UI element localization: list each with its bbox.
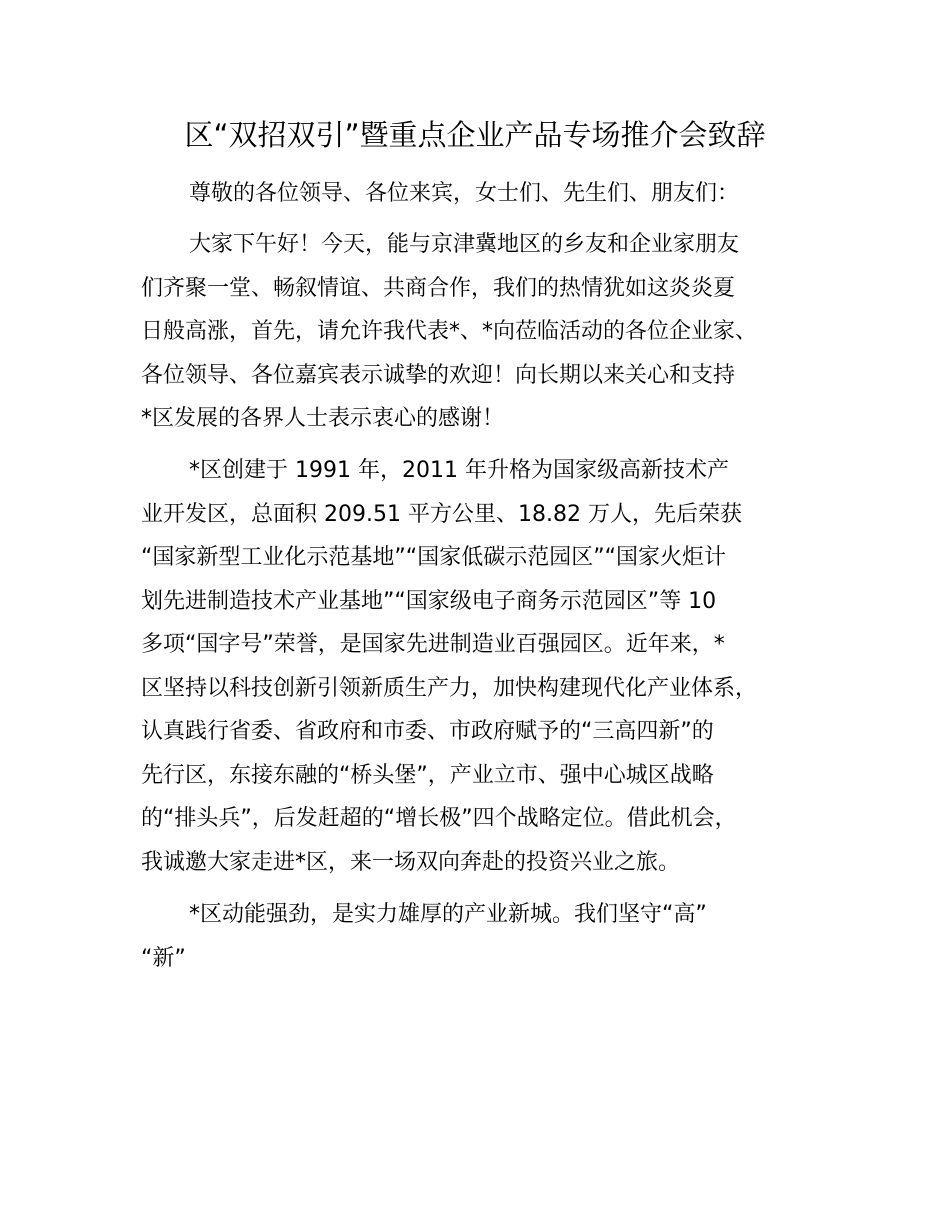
- paragraph-3-line: *区动能强劲，是实力雄厚的产业新城。我们坚守“高”: [189, 902, 707, 927]
- paragraph-2-line: 区坚持以科技创新引领新质生产力，加快构建现代化产业体系，: [141, 675, 758, 701]
- paragraph-1-line: 日般高涨，首先，请允许我代表*、*向莅临活动的各位企业家、: [141, 319, 758, 344]
- salutation-paragraph: [141, 172, 841, 216]
- paragraph-2-line: 的“排头兵”，后发赶超的“增长极”四个战略定位。借此机会，: [141, 806, 737, 831]
- paragraph-2-line: 业开发区，总面积 209.51 平方公里、18.82 万人，先后荣获: [141, 501, 742, 527]
- paragraph-2-line: 先行区，东接东融的“桥头堡”，产业立市、强中心城区战略: [141, 762, 714, 788]
- paragraph-2-line: *区创建于 1991 年，2011 年升格为国家级高新技术产: [189, 458, 729, 483]
- paragraph-2-line: 认真践行省委、省政府和市委、市政府赋予的“三高四新”的: [141, 719, 714, 744]
- paragraph-3-line: “新”: [141, 945, 186, 971]
- paragraph-2-line: 我诚邀大家走进*区，来一场双向奔赴的投资兴业之旅。: [141, 849, 681, 875]
- paragraph-1: [141, 223, 841, 441]
- document-title: 区“双招双引”暨重点企业产品专场推介会致辞: [184, 118, 766, 152]
- salutation-line: 尊敬的各位领导、各位来宾，女士们、先生们、朋友们：: [189, 181, 740, 206]
- paragraph-2: [141, 449, 841, 884]
- paragraph-2-line: “国家新型工业化示范基地”“国家低碳示范园区”“国家火炬计: [141, 545, 726, 570]
- paragraph-1-line: *区发展的各界人士表示衷心的感谢！: [141, 406, 505, 431]
- paragraph-2-line: 多项“国字号”荣誉，是国家先进制造业百强园区。近年来，*: [141, 632, 725, 657]
- paragraph-2-line: 划先进制造技术产业基地”“国家级电子商务示范园区”等 10: [141, 588, 717, 614]
- paragraph-3: [141, 893, 841, 980]
- paragraph-1-line: 各位领导、各位嘉宾表示诚挚的欢迎！向长期以来关心和支持: [141, 362, 736, 388]
- paragraph-1-line: 们齐聚一堂、畅叙情谊、共商合作，我们的热情犹如这炎炎夏: [141, 275, 736, 301]
- paragraph-1-line: 大家下午好！今天，能与京津冀地区的乡友和企业家朋友: [189, 232, 740, 257]
